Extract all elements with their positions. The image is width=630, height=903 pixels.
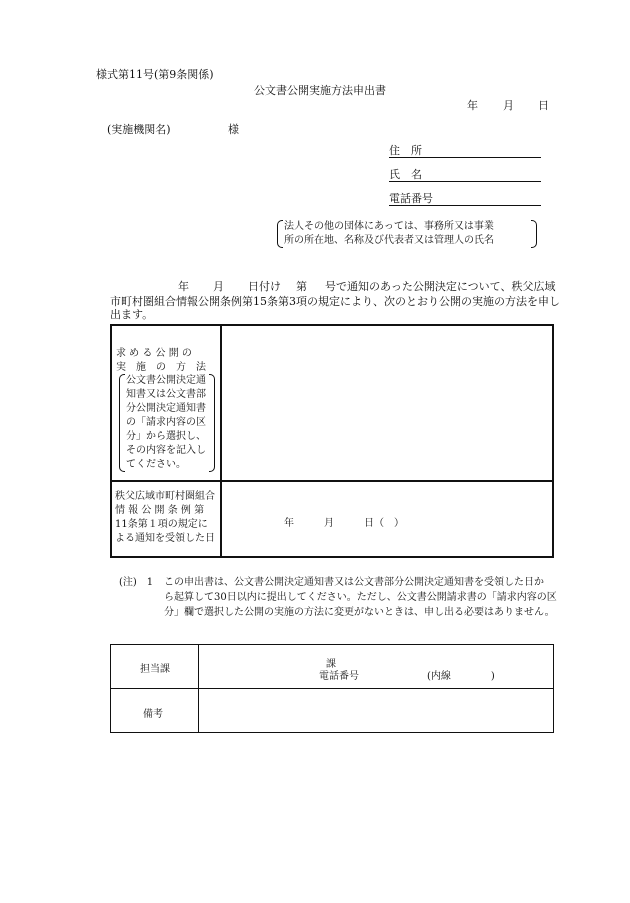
method-note-line: 公文書公開決定通 [126,375,206,386]
phone-label-office: 電話番号 [319,671,359,682]
corporate-note-line1: 法人その他の団体にあっては、事務所又は事業 [284,221,494,232]
recipient-honorific: 様 [228,123,239,136]
office-table [110,644,554,733]
method-label-a: 求 め る 公 開 の [116,348,192,359]
dept-suffix: 課 [326,659,336,670]
name-field[interactable] [389,166,541,182]
method-note-line: 分」から選択し、 [126,431,206,442]
remarks-label-cell [111,689,199,733]
dept-label: 担当課 [140,664,170,675]
body-year: 年 [178,280,189,293]
method-note-line: 知書又は公文書部 [126,389,206,400]
method-note-line: その内容を記入し [126,445,206,456]
receipt-date-cell[interactable] [221,481,553,557]
dept-value-cell[interactable] [199,645,554,689]
address-label: 住 所 [389,144,422,157]
main-table [110,324,554,558]
receipt-label-line: 秩父広域市町村圏組合 [115,491,215,502]
name-label: 氏 名 [389,168,422,181]
method-label-cell [111,325,221,481]
body-no-prefix: 第 [296,280,307,293]
date-year-label: 年 [467,99,478,112]
page-title: 公文書公開実施方法申出書 [254,84,386,97]
method-input-cell[interactable] [221,325,553,481]
body-line3: 出ます。 [110,308,154,321]
method-note [126,374,208,472]
address-field[interactable] [389,142,541,158]
receipt-label-cell [111,481,221,557]
date-day-label: 日 [538,99,549,112]
phone-field[interactable] [389,190,541,206]
date-month-label: 月 [503,99,514,112]
receipt-label-line: よる通知を受領した日 [115,533,215,544]
notes-line2: ら起算して30日以内に提出してください。ただし、公文書公開請求書の「請求内容の区 [164,592,557,603]
corporate-note-line2: 所の所在地、名称及び代表者又は管理人の氏名 [284,235,494,246]
receipt-date-value: 年 月 日（ ） [284,518,404,529]
recipient-agency: (実施機関名) [107,123,171,136]
phone-label: 電話番号 [389,192,433,205]
remarks-label: 備考 [143,709,163,720]
notes-prefix: (注) 1 [119,577,154,588]
body-month: 月 [213,280,224,293]
extension-label: (内線 ) [427,671,495,682]
receipt-label-line: 情 報 公 開 条 例 第 [115,505,205,516]
body-line1-rest: 号で通知のあった公開決定について、秩父広域 [325,280,556,293]
notes-line1: この申出書は、公文書公開決定通知書又は公文書部分公開決定通知書を受領した日か [164,577,544,588]
method-note-line: てください。 [126,459,186,470]
method-note-line: の「請求内容の区 [126,417,206,428]
corporate-note [284,220,530,248]
method-label-b: 実 施 の 方 法 [116,362,206,373]
notes-line3: 分」欄で選択した公開の実施の方法に変更がないときは、申し出る必要はありません。 [164,607,555,618]
body-date-suffix: 日付け [248,280,281,293]
receipt-label [115,490,215,546]
body-line1 [110,278,570,292]
method-note-line: 分公開決定通知書 [126,403,206,414]
dept-label-cell [111,645,199,689]
receipt-label-line: 11条第１項の規定に [115,519,208,530]
form-number: 様式第11号(第9条関係) [96,68,214,81]
body-line2: 市町村圏組合情報公開条例第15条第3項の規定により、次のとおり公開の実施の方法を申し [110,295,560,308]
remarks-value-cell[interactable] [199,689,554,733]
